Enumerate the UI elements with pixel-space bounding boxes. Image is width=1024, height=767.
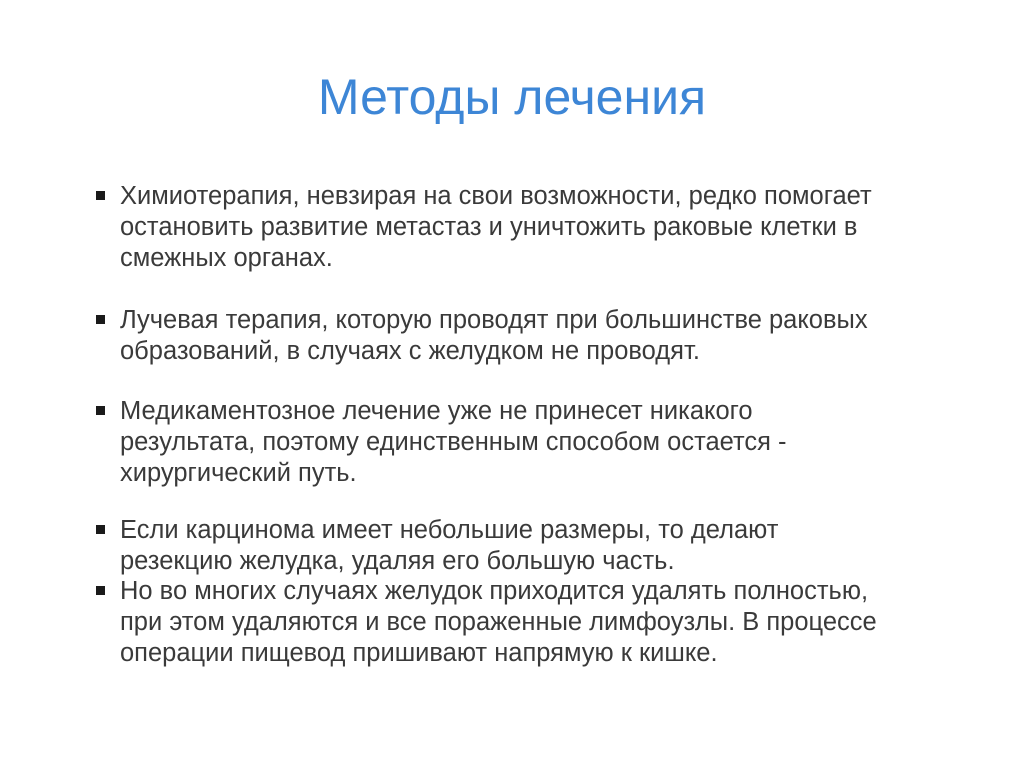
square-bullet-icon xyxy=(96,191,105,200)
bullet-line: Лучевая терапия, которую проводят при большинстве раковых xyxy=(120,306,868,334)
bullet-text xyxy=(120,181,960,274)
bullet-line: остановить развитие метастаз и уничтожить раковые клетки в xyxy=(120,213,858,241)
bullet-line: операции пищевод пришивают напрямую к кишке. xyxy=(120,639,718,667)
bullet-line: резекцию желудка, удаляя его большую часть. xyxy=(120,547,675,575)
bullet-text xyxy=(120,576,960,669)
bullet-text xyxy=(120,305,960,367)
bullet-line: Химиотерапия, невзирая на свои возможности, редко помогает xyxy=(120,182,872,210)
bullet-line: Медикаментозное лечение уже не принесет никакого xyxy=(120,397,753,425)
bullet-text xyxy=(120,515,960,577)
bullet-text xyxy=(120,396,960,489)
slide-title: Методы лечения xyxy=(317,69,707,125)
bullet-line: Но во многих случаях желудок приходится удалять полностью, xyxy=(120,577,869,605)
bullet-line: смежных органах. xyxy=(120,244,333,272)
bullet-line: при этом удаляются и все пораженные лимфоузлы. В процессе xyxy=(120,608,877,636)
square-bullet-icon xyxy=(96,406,105,415)
bullet-line: результата, поэтому единственным способом остается - xyxy=(120,428,787,456)
bullet-line: хирургический путь. xyxy=(120,459,357,487)
bullet-line: образований, в случаях с желудком не проводят. xyxy=(120,337,700,365)
square-bullet-icon xyxy=(96,586,105,595)
bullet-line: Если карцинома имеет небольшие размеры, то делают xyxy=(120,516,779,544)
square-bullet-icon xyxy=(96,525,105,534)
square-bullet-icon xyxy=(96,315,105,324)
